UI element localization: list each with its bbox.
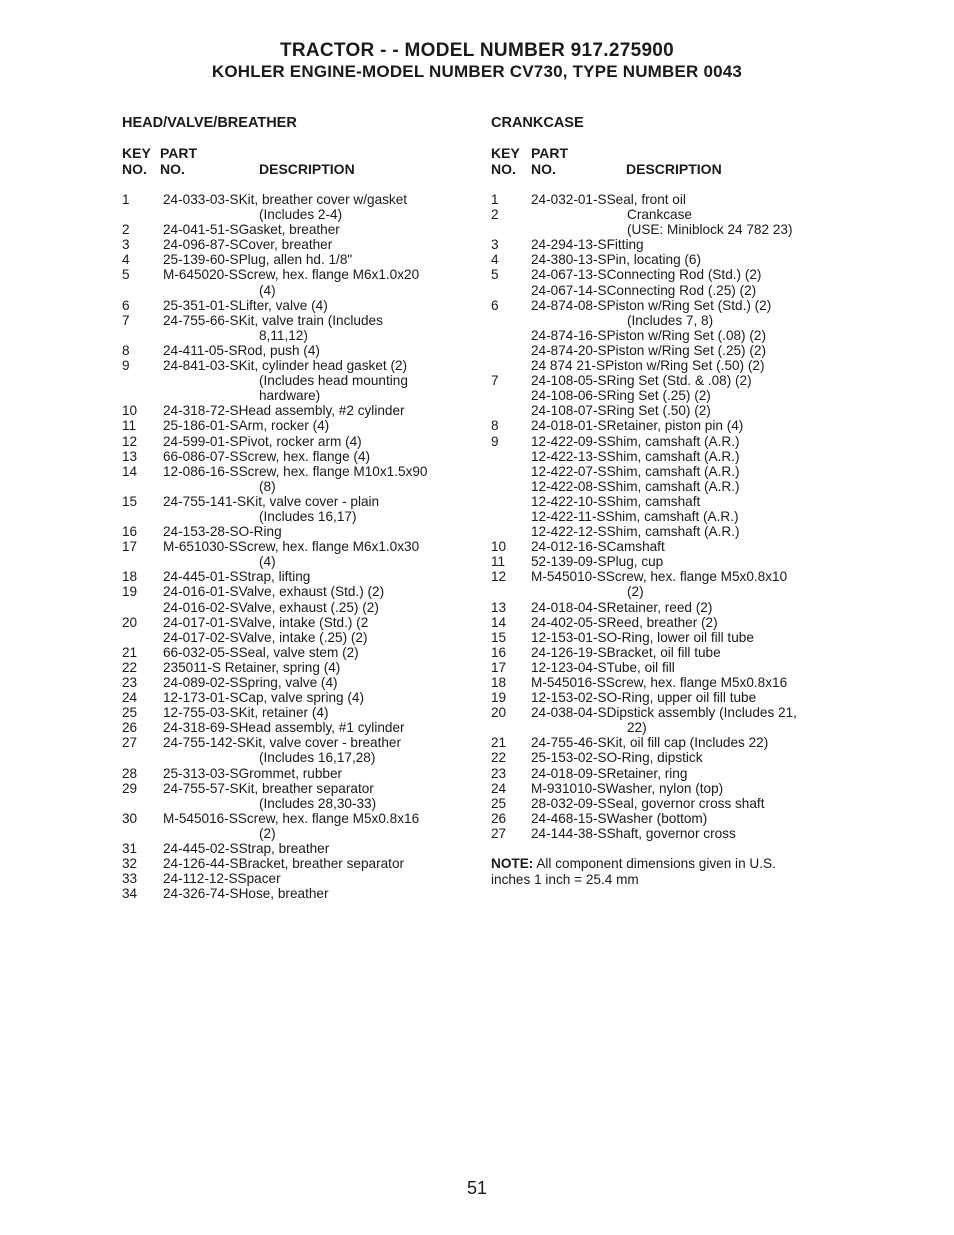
- note: [491, 856, 836, 887]
- part-description: (4): [259, 282, 276, 298]
- list-item: [491, 237, 836, 252]
- key-number: 8: [122, 342, 130, 358]
- part-description: M-545016-SScrew, hex. flange M5x0.8x16: [163, 810, 420, 826]
- crankcase-section: [491, 116, 836, 887]
- list-item: [491, 630, 836, 645]
- key-number: 3: [491, 237, 499, 253]
- list-item: [491, 600, 836, 615]
- list-item: [491, 358, 836, 373]
- part-description: 24-874-16-SPiston w/Ring Set (.08) (2): [531, 327, 766, 343]
- part-description: (Includes 2-4): [259, 207, 343, 223]
- part-description: 24-144-38-SShaft, governor cross: [531, 825, 736, 841]
- list-item: [122, 781, 477, 796]
- key-number: 11: [491, 554, 506, 570]
- list-item: [491, 539, 836, 554]
- part-description: 12-123-04-STube, oil fill: [531, 659, 675, 675]
- list-item: [122, 418, 477, 433]
- list-item: [491, 524, 836, 539]
- key-number: 24: [491, 780, 507, 796]
- part-description: 66-086-07-SScrew, hex. flange (4): [163, 448, 371, 464]
- list-item: [491, 479, 836, 494]
- list-item: [491, 283, 836, 298]
- key-number: 20: [491, 705, 507, 721]
- part-description: (Includes head mounting: [259, 373, 408, 389]
- key-number: 22: [491, 750, 507, 766]
- part-description: 24-755-66-SKit, valve train (Includes: [163, 312, 383, 328]
- part-description: Crankcase: [627, 207, 692, 223]
- key-number: 31: [122, 841, 138, 857]
- key-number: 5: [491, 267, 499, 283]
- list-item: [491, 388, 836, 403]
- description-header: DESCRIPTION: [626, 161, 722, 177]
- page-number: 51: [466, 1178, 488, 1198]
- list-item: [491, 252, 836, 267]
- key-number: 4: [491, 252, 499, 268]
- list-item: [491, 720, 836, 735]
- list-item: [491, 826, 836, 841]
- key-number: 14: [491, 614, 507, 630]
- part-description: 24-599-01-SPivot, rocker arm (4): [163, 433, 362, 449]
- key-number: 7: [122, 312, 130, 328]
- key-number: 6: [122, 297, 130, 313]
- key-number: 24: [122, 690, 138, 706]
- key-number: 15: [491, 629, 507, 645]
- list-item: [491, 645, 836, 660]
- part-description: 12-422-09-SShim, camshaft (A.R.): [531, 433, 740, 449]
- key-number: 12: [122, 433, 138, 449]
- list-item: [491, 569, 836, 584]
- key-number: 26: [491, 810, 507, 826]
- list-item: [491, 811, 836, 826]
- key-number: 13: [491, 599, 507, 615]
- section-title: CRANKCASE: [491, 115, 584, 131]
- list-item: [122, 811, 477, 826]
- key-number: 2: [491, 207, 499, 223]
- part-description: 24-445-02-SStrap, breather: [163, 841, 330, 857]
- list-item: [491, 222, 836, 237]
- list-item: [491, 328, 836, 343]
- list-item: [491, 464, 836, 479]
- part-description: 24-755-141-SKit, valve cover - plain: [163, 493, 380, 509]
- list-item: [122, 434, 477, 449]
- part-description: 12-422-13-SShim, camshaft (A.R.): [531, 448, 740, 464]
- key-number: 9: [122, 358, 130, 374]
- list-item: [491, 343, 836, 358]
- section-title: HEAD/VALVE/BREATHER: [122, 115, 297, 131]
- list-item: [122, 705, 477, 720]
- part-description: M-645020-SScrew, hex. flange M6x1.0x20: [163, 267, 420, 283]
- part-description: (Includes 16,17): [259, 508, 357, 524]
- part-description: 24-012-16-SCamshaft: [531, 539, 665, 555]
- key-number: 28: [122, 765, 138, 781]
- list-item: [122, 584, 477, 599]
- part-description: (Includes 7, 8): [627, 312, 714, 328]
- list-item: [491, 403, 836, 418]
- key-number: 2: [122, 222, 130, 238]
- list-item: [122, 267, 477, 282]
- part-description: 25-351-01-SLifter, valve (4): [163, 297, 328, 313]
- key-no-header: NO.: [122, 161, 147, 177]
- part-description: 24-318-72-SHead assembly, #2 cylinder: [163, 403, 405, 419]
- part-description: 24-018-09-SRetainer, ring: [531, 765, 688, 781]
- key-number: 1: [491, 192, 499, 207]
- part-description: 12-755-03-SKit, retainer (4): [163, 705, 329, 721]
- part-description: 24-755-57-SKit, breather separator: [163, 780, 374, 796]
- part-description: 12-422-08-SShim, camshaft (A.R.): [531, 478, 740, 494]
- key-number: 18: [122, 569, 138, 585]
- list-item: [122, 524, 477, 539]
- note-label: NOTE:: [491, 856, 534, 872]
- part-description: 24-018-01-SRetainer, piston pin (4): [531, 418, 744, 434]
- key-number: 12: [491, 569, 507, 585]
- part-description: (2): [627, 584, 644, 600]
- part-description: hardware): [259, 388, 321, 404]
- key-number: 11: [122, 418, 137, 434]
- key-number: 9: [491, 433, 499, 449]
- note-text-cont: inches 1 inch = 25.4 mm: [491, 871, 639, 887]
- list-item: [122, 735, 477, 750]
- part-description: 24-096-87-SCover, breather: [163, 237, 333, 253]
- list-item: [122, 283, 477, 298]
- key-header: KEY: [122, 145, 151, 161]
- key-number: 29: [122, 780, 138, 796]
- part-description: 24-067-13-SConnecting Rod (Std.) (2): [531, 267, 762, 283]
- list-item: [122, 343, 477, 358]
- list-item: [491, 675, 836, 690]
- part-description: 24-318-69-SHead assembly, #1 cylinder: [163, 720, 405, 736]
- part-description: 24-108-07-SRing Set (.50) (2): [531, 403, 711, 419]
- list-item: [122, 358, 477, 373]
- part-description: 12-422-11-SShim, camshaft (A.R.): [531, 508, 739, 524]
- key-number: 23: [491, 765, 507, 781]
- key-no-header: NO.: [491, 161, 516, 177]
- list-item: [122, 237, 477, 252]
- key-number: 10: [122, 403, 138, 419]
- key-number: 1: [122, 192, 130, 207]
- part-description: 12-422-12-SShim, camshaft (A.R.): [531, 524, 740, 540]
- key-number: 8: [491, 418, 499, 434]
- list-item: [491, 418, 836, 433]
- part-description: 12-173-01-SCap, valve spring (4): [163, 690, 364, 706]
- key-number: 32: [122, 856, 138, 872]
- part-description: 24-874-20-SPiston w/Ring Set (.25) (2): [531, 342, 766, 358]
- part-description: 24-016-02-SValve, exhaust (.25) (2): [163, 599, 379, 615]
- part-description: 24-017-01-SValve, intake (Std.) (2: [163, 614, 369, 630]
- key-number: 17: [491, 659, 507, 675]
- part-description: 24-108-06-SRing Set (.25) (2): [531, 388, 711, 404]
- list-item: [122, 403, 477, 418]
- list-item: [122, 509, 477, 524]
- part-description: 12-153-02-SO-Ring, upper oil fill tube: [531, 690, 757, 706]
- part-description: 24-755-46-SKit, oil fill cap (Includes 22): [531, 735, 769, 751]
- list-item: [122, 871, 477, 886]
- list-item: [122, 192, 477, 207]
- part-description: 24-033-03-SKit, breather cover w/gasket: [163, 192, 408, 207]
- part-header: PART: [160, 145, 198, 161]
- part-description: 24-326-74-SHose, breather: [163, 886, 329, 902]
- key-number: 25: [122, 705, 138, 721]
- list-item: [122, 841, 477, 856]
- part-description: 24-041-51-SGasket, breather: [163, 222, 340, 238]
- list-item: [122, 252, 477, 267]
- part-description: 12-422-10-SShim, camshaft: [531, 493, 701, 509]
- parts-list: [122, 192, 477, 901]
- list-item: [122, 750, 477, 765]
- list-item: [491, 449, 836, 464]
- part-description: 24-089-02-SSpring, valve (4): [163, 675, 338, 690]
- part-description: 28-032-09-SSeal, governor cross shaft: [531, 795, 765, 811]
- part-description: M-545016-SScrew, hex. flange M5x0.8x16: [531, 675, 788, 690]
- part-description: 24-126-44-SBracket, breather separator: [163, 856, 405, 872]
- page-title: TRACTOR - - MODEL NUMBER 917.275900: [279, 40, 675, 61]
- key-number: 6: [491, 297, 499, 313]
- list-item: [122, 645, 477, 660]
- key-header: KEY: [491, 145, 520, 161]
- part-description: (2): [259, 825, 276, 841]
- part-description: 24-067-14-SConnecting Rod (.25) (2): [531, 282, 757, 298]
- parts-list: [491, 192, 836, 841]
- key-number: 19: [122, 584, 138, 600]
- part-description: 24-874-08-SPiston w/Ring Set (Std.) (2): [531, 297, 772, 313]
- part-description: 8,11,12): [259, 327, 308, 343]
- key-number: 25: [491, 795, 507, 811]
- list-item: [491, 750, 836, 765]
- part-description: 24-755-142-SKit, valve cover - breather: [163, 735, 402, 751]
- list-item: [122, 766, 477, 781]
- list-item: [122, 207, 477, 222]
- part-no-header: NO.: [160, 161, 185, 177]
- part-description: 24-108-05-SRing Set (Std. & .08) (2): [531, 373, 752, 389]
- page-subtitle: KOHLER ENGINE-MODEL NUMBER CV730, TYPE NUMBER 0043: [211, 62, 743, 81]
- part-description: 24-411-05-SRod, push (4): [163, 342, 320, 358]
- key-number: 33: [122, 871, 138, 887]
- column-header: [122, 145, 477, 179]
- key-number: 18: [491, 675, 507, 690]
- part-description: 24-038-04-SDipstick assembly (Includes 21,: [531, 705, 797, 721]
- part-description: 24-841-03-SKit, cylinder head gasket (2): [163, 358, 408, 374]
- list-item: [122, 660, 477, 675]
- list-item: [122, 554, 477, 569]
- key-number: 22: [122, 659, 138, 675]
- key-number: 21: [122, 644, 138, 660]
- key-number: 16: [122, 524, 138, 540]
- list-item: [122, 388, 477, 403]
- key-number: 15: [122, 493, 138, 509]
- key-number: 26: [122, 720, 138, 736]
- part-description: 24-380-13-SPin, locating (6): [531, 252, 702, 268]
- list-item: [122, 479, 477, 494]
- part-description: 24-402-05-SReed, breather (2): [531, 614, 718, 630]
- key-number: 20: [122, 614, 138, 630]
- part-description: 52-139-09-SPlug, cup: [531, 554, 664, 570]
- list-item: [491, 554, 836, 569]
- part-description: M-545010-SScrew, hex. flange M5x0.8x10: [531, 569, 788, 585]
- list-item: [491, 781, 836, 796]
- list-item: [491, 298, 836, 313]
- list-item: [122, 600, 477, 615]
- list-item: [491, 207, 836, 222]
- key-number: 3: [122, 237, 130, 253]
- list-item: [491, 660, 836, 675]
- list-item: [491, 796, 836, 811]
- key-number: 27: [122, 735, 138, 751]
- part-description: 12-086-16-SScrew, hex. flange M10x1.5x90: [163, 463, 428, 479]
- list-item: [491, 313, 836, 328]
- list-item: [122, 222, 477, 237]
- list-item: [122, 856, 477, 871]
- part-description: 24-126-19-SBracket, oil fill tube: [531, 644, 721, 660]
- part-no-header: NO.: [531, 161, 556, 177]
- list-item: [122, 539, 477, 554]
- part-description: 25-139-60-SPlug, allen hd. 1/8": [163, 252, 353, 268]
- list-item: [122, 886, 477, 901]
- list-item: [122, 675, 477, 690]
- part-description: 25-313-03-SGrommet, rubber: [163, 765, 343, 781]
- part-description: M-931010-SWasher, nylon (top): [531, 780, 724, 796]
- part-description: (4): [259, 554, 276, 570]
- list-item: [122, 298, 477, 313]
- key-number: 4: [122, 252, 130, 268]
- list-item: [122, 464, 477, 479]
- part-description: 66-032-05-SSeal, valve stem (2): [163, 644, 359, 660]
- part-description: 25-186-01-SArm, rocker (4): [163, 418, 330, 434]
- list-item: [491, 509, 836, 524]
- note-text: All component dimensions given in U.S.: [533, 856, 776, 872]
- head-valve-breather-section: [122, 116, 477, 901]
- key-number: 23: [122, 675, 138, 690]
- part-description: 24-018-04-SRetainer, reed (2): [531, 599, 713, 615]
- part-description: M-651030-SScrew, hex. flange M6x1.0x30: [163, 539, 420, 555]
- list-item: [122, 328, 477, 343]
- part-description: (8): [259, 478, 276, 494]
- key-number: 10: [491, 539, 507, 555]
- list-item: [122, 615, 477, 630]
- list-item: [491, 584, 836, 599]
- key-number: 19: [491, 690, 507, 706]
- part-description: (USE: Miniblock 24 782 23): [627, 222, 793, 238]
- part-description: 12-153-01-SO-Ring, lower oil fill tube: [531, 629, 754, 645]
- part-description: 24-445-01-SStrap, lifting: [163, 569, 311, 585]
- list-item: [122, 690, 477, 705]
- part-description: 25-153-02-SO-Ring, dipstick: [531, 750, 703, 766]
- list-item: [491, 690, 836, 705]
- list-item: [122, 720, 477, 735]
- list-item: [122, 373, 477, 388]
- part-description: 235011-S Retainer, spring (4): [163, 659, 341, 675]
- key-number: 21: [491, 735, 507, 751]
- key-number: 14: [122, 463, 138, 479]
- key-number: 27: [491, 825, 507, 841]
- list-item: [491, 373, 836, 388]
- key-number: 17: [122, 539, 138, 555]
- part-description: 24-153-28-SO-Ring: [163, 524, 282, 540]
- list-item: [491, 192, 836, 207]
- part-description: 24-016-01-SValve, exhaust (Std.) (2): [163, 584, 385, 600]
- key-number: 13: [122, 448, 138, 464]
- part-description: 24-468-15-SWasher (bottom): [531, 810, 708, 826]
- list-item: [491, 735, 836, 750]
- part-description: 24-294-13-SFitting: [531, 237, 644, 253]
- part-description: 24-032-01-SSeal, front oil: [531, 192, 686, 207]
- key-number: 30: [122, 810, 138, 826]
- part-header: PART: [531, 145, 569, 161]
- list-item: [491, 434, 836, 449]
- list-item: [122, 826, 477, 841]
- column-header: [491, 145, 836, 179]
- part-description: 22): [627, 720, 647, 736]
- list-item: [122, 449, 477, 464]
- part-description: 24 874 21-SPiston w/Ring Set (.50) (2): [531, 358, 765, 374]
- list-item: [491, 705, 836, 720]
- list-item: [122, 313, 477, 328]
- list-item: [122, 796, 477, 811]
- list-item: [122, 494, 477, 509]
- list-item: [491, 615, 836, 630]
- key-number: 7: [491, 373, 499, 389]
- list-item: [122, 569, 477, 584]
- part-description: (Includes 28,30-33): [259, 795, 377, 811]
- list-item: [491, 267, 836, 282]
- list-item: [122, 630, 477, 645]
- key-number: 34: [122, 886, 138, 902]
- part-description: (Includes 16,17,28): [259, 750, 376, 766]
- key-number: 16: [491, 644, 507, 660]
- list-item: [491, 494, 836, 509]
- key-number: 5: [122, 267, 130, 283]
- part-description: 24-112-12-SSpacer: [163, 871, 281, 887]
- description-header: DESCRIPTION: [259, 161, 355, 177]
- list-item: [491, 766, 836, 781]
- part-description: 12-422-07-SShim, camshaft (A.R.): [531, 463, 740, 479]
- part-description: 24-017-02-SValve, intake (.25) (2): [163, 629, 368, 645]
